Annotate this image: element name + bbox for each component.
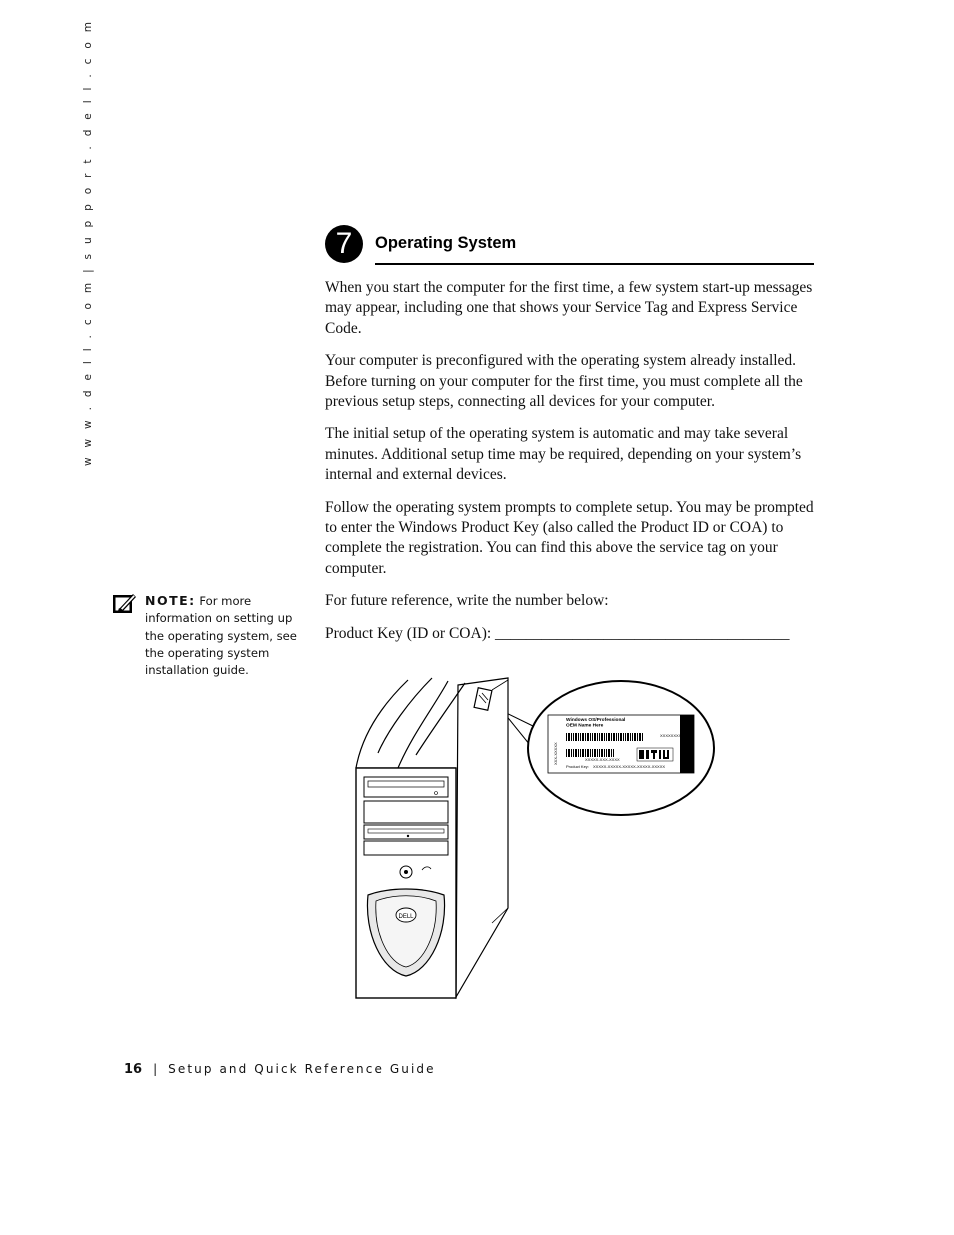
paragraph-future-reference: For future reference, write the number below:	[325, 592, 609, 610]
paragraph-initial-setup: The initial setup of the operating system is automatic and may take several minutes. Additional setup time may be required, depending on your system’s internal and external devices.	[325, 425, 802, 484]
footer-title: Setup and Quick Reference Guide	[168, 1062, 436, 1076]
sticker-line2: OEM Name Here	[566, 723, 604, 729]
pencil-note-icon	[113, 592, 137, 614]
sticker-line1: Windows OS/Professional	[566, 718, 626, 723]
paragraph-preconfigured: Your computer is preconfigured with the operating system already installed. Before turning on your computer for the first time, you must complete all the previous setup steps, connecting all devices for your computer.	[325, 352, 803, 411]
paragraph-first-start: When you start the computer for the first time, a few system start-up messages may appear, including one that shows your Service Tag and Express Service Code.	[325, 279, 813, 337]
note-text	[145, 592, 305, 679]
sidebar-url-text: w w w . d e l l . c o m | s u p p o r t . d e l l . c o m	[82, 18, 94, 466]
sticker-product-key-value: XXXXX-XXXXX-XXXXX-XXXXX-XXXXX	[593, 764, 666, 769]
sidebar-website	[82, 18, 102, 466]
sticker-code-mid: XXXXX-XXX-XXXX	[585, 757, 620, 762]
product-key-line: Product Key (ID or COA): ______________________________________	[325, 624, 790, 642]
computer-label-illustration	[340, 675, 720, 1005]
footer-separator: |	[153, 1062, 158, 1076]
page-footer	[124, 1062, 436, 1077]
sticker-code-right: XXXXXXXXX	[660, 733, 685, 738]
section-title: Operating System	[375, 234, 517, 252]
svg-text:DELL: DELL	[398, 914, 414, 920]
paragraph-follow-prompts: Follow the operating system prompts to complete setup. You may be prompted to enter the Windows Product Key (also called the Product ID or COA) to complete the registration. You can find this above the service tag on your computer.	[325, 498, 814, 577]
note-body: For more information on setting up the operating system, see the operating system installation guide.	[145, 594, 297, 678]
sticker-code-vertical: XXX-XXXXX	[553, 742, 558, 765]
page-number: 16	[124, 1062, 143, 1077]
title-underline	[375, 263, 814, 265]
barcode-bottom	[566, 749, 614, 757]
note-label: NOTE:	[145, 593, 196, 608]
sticker-product-key-label: Product Key:	[566, 764, 589, 769]
body-text	[325, 278, 817, 656]
hologram-logo	[637, 748, 673, 761]
step-number-badge: 7	[325, 225, 363, 263]
